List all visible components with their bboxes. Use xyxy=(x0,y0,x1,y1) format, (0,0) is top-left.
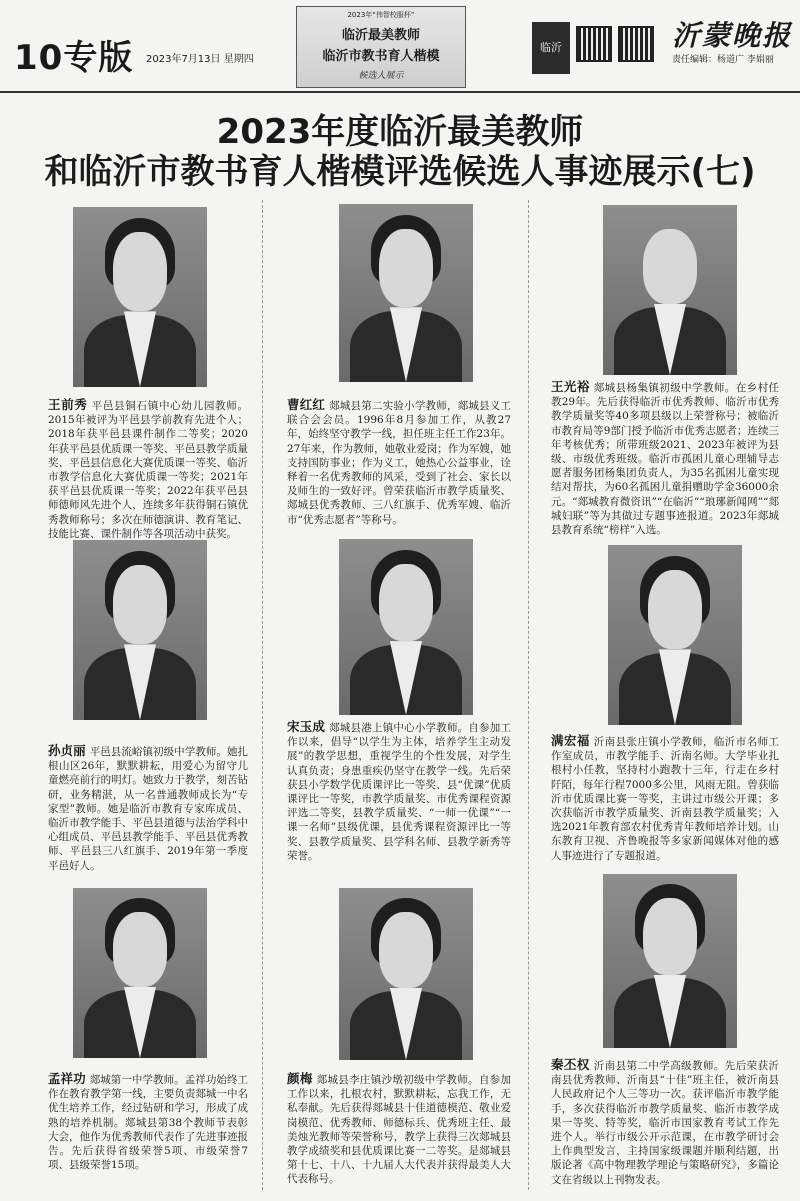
portrait-photo xyxy=(73,207,207,387)
portrait-photo xyxy=(603,205,737,375)
banner-line-3: 候选人展示 xyxy=(358,71,404,81)
candidate-bio xyxy=(287,398,511,527)
candidate-text: 郯城县港上镇中心小学教师。自参加工作以来，倡导“以学生为主体，培养学生主动发展”的教学思想，重视学生的个性发展，对学生认真负责；身患重疾仍坚守在教学一线。先后荣获县小学数学优质课评比一等奖、县“优课”优质课评比一等奖，市教学质量奖、市优秀课程资源评选二等奖，县教学质量奖、“一师一优课”“一课一名师”县级优课，县优秀课程资源评比一等奖、县教学质量奖、县学科名师、县教学新秀等荣誉。 xyxy=(287,722,511,862)
header-rule xyxy=(0,91,800,93)
candidate-name: 满宏福 xyxy=(551,733,590,748)
portrait-photo xyxy=(603,874,737,1048)
qr-code-icon xyxy=(618,26,654,62)
portrait-photo xyxy=(339,204,473,382)
column-divider xyxy=(528,200,529,1190)
candidate-text: 沂南县张庄镇小学教师，临沂市名师工作室成员，市教学能手、沂南名师。大学毕业扎根村小任教，坚持村小跑教十三年，行走在乡村阡陌，每年行程7000多公里，风雨无阻。曾获临沂市优质课比赛一等奖，主讲过市级公开课；多次获临沂市教学质量奖、沂南县教学质量奖；入选2021年教育部农村优秀青年教师培养计划。山东教育卫视、齐鲁晚报等多家新闻媒体对他的感人事迹进行了专题报道。 xyxy=(551,736,779,862)
candidate-bio xyxy=(551,734,779,863)
candidate-bio xyxy=(551,1058,779,1187)
candidate-name: 孟祥功 xyxy=(48,1071,86,1086)
candidate-name: 王光裕 xyxy=(551,379,590,394)
portrait-photo xyxy=(608,545,742,725)
portrait-photo xyxy=(339,539,473,715)
candidate-name: 宋玉成 xyxy=(287,719,326,734)
banner-line-2: 临沂市教书育人楷模 xyxy=(322,49,440,64)
portrait-photo xyxy=(73,540,207,720)
page-number: 10专版 xyxy=(14,38,134,78)
candidate-name: 秦丕权 xyxy=(551,1057,590,1072)
candidate-bio xyxy=(551,380,779,537)
candidate-name: 孙贞丽 xyxy=(48,743,86,758)
linyi-logo: 临沂 xyxy=(532,22,570,74)
page-header xyxy=(0,0,800,92)
qr-code-icon xyxy=(576,26,612,62)
candidate-text: 郯城县第二实验小学教师，郯城县义工联合会会员。1996年8月参加工作，从教27年，始终坚守教学一线，担任班主任工作23年。27年来，作为教师，她敬业爱岗；作为军嫂，她支持国防事业；作为义工，她热心公益事业，诠释着一名优秀教师的风采，受到了社会、家长以及师生的一致好评。曾荣获临沂市教学质量奖、郯城县优秀教师、三八红旗手、优秀军嫂、临沂市“优秀志愿者”等称号。 xyxy=(287,400,511,526)
candidate-text: 郯城县杨集镇初级中学教师。在乡村任教29年。先后获得临沂市优秀教师、临沂市优秀教学质量奖等40多项县级以上荣誉称号；被临沂市教育局等9部门授予临沂市优秀志愿者；连续三年考核优秀；所带班级2021、2023年被评为县级、市级优秀班级。临沂市孤困儿童心理辅导志愿者服务团杨集团负责人，为35名孤困儿童实现结对帮扶，为60名孤困儿童捐赠助学金36000余元。“郯城教育微资讯”“在临沂”“琅琊新闻网”“郯城妇联”等为其做过专题事迹报道。2023年郯城县教育系统“榜样”入选。 xyxy=(551,382,779,537)
candidate-name: 颜梅 xyxy=(287,1071,313,1086)
page-title-line-1: 2023年度临沂最美教师 xyxy=(216,112,584,152)
page-title-line-2: 和临沂市教书育人楷模评选候选人事迹展示(七) xyxy=(44,152,756,192)
newspaper-masthead: 沂蒙晚报 xyxy=(672,19,793,52)
issue-date: 2023年7月13日 星期四 xyxy=(146,54,254,65)
candidate-text: 郯城第一中学教师。孟祥功始终工作在教育教学第一线，主要负责郯城一中名优生培养工作，经过钻研和学习，形成了成熟的培养机制。郯城县第38个教师节表彰大会，他作为优秀教师代表作了先进事迹报告。先后获得省级荣誉5项、市级荣誉7项、县级荣誉15项。 xyxy=(48,1074,248,1172)
candidate-bio xyxy=(287,720,511,863)
banner-sponsor: 2023年“伟智校服杯” xyxy=(347,11,415,19)
portrait-photo xyxy=(339,888,473,1060)
candidate-bio xyxy=(48,744,248,873)
candidate-bio xyxy=(287,1072,511,1187)
column-divider xyxy=(262,200,263,1190)
campaign-banner xyxy=(296,6,466,88)
candidate-text: 沂南县第二中学高级教师。先后荣获沂南县优秀教师、沂南县“十佳”班主任，被沂南县人民政府记个人三等功一次。获评临沂市教学能手，多次获得临沂市教学质量奖、临沂市教学成果一等奖、特等奖，临沂市国家教育考试工作先进个人。举行市级公开示范课，在市教学研讨会上作典型发言，主持国家级课题并顺利结题，出版论著《高中物理教学理论与策略研究》，多篇论文在省级以上刊物发表。 xyxy=(551,1060,779,1186)
editor-credit: 责任编辑：杨道广 李娟丽 xyxy=(672,55,774,65)
candidate-bio xyxy=(48,398,248,541)
candidate-bio xyxy=(48,1072,248,1172)
candidate-name: 曹红红 xyxy=(287,397,326,412)
candidate-text: 郯城县李庄镇沙墩初级中学教师。自参加工作以来，扎根农村，默默耕耘，忘我工作，无私奉献。先后获得郯城县十佳道德模范、敬业爱岗模范、优秀教师、师德标兵、优秀班主任、最美烛光教师等荣誉称号，教学上获得三次郯城县教学成绩奖和县优质课比赛一二等奖。是郯城县第十七、十八、十九届人大代表并获得最美人大代表称号。 xyxy=(287,1074,511,1186)
portrait-photo xyxy=(73,888,207,1058)
candidate-text: 平邑县流峪镇初级中学教师。她扎根山区26年，默默耕耘，用爱心为留守儿童燃亮前行的明灯。她致力于教学，刻苦钻研，业务精湛，从一名普通教师成长为“专家型”教师。她是临沂市教育专家库成员、临沂市教学能手、平邑县道德与法治学科中心组成员、平邑县教学能手、平邑县优秀教师、平邑县三八红旗手、2019年第一季度平邑好人。 xyxy=(48,746,248,872)
banner-line-1: 临沂最美教师 xyxy=(341,28,420,43)
candidate-text: 平邑县铜石镇中心幼儿园教师。2015年被评为平邑县学前教育先进个人；2018年获平邑县课件制作二等奖；2020年获平邑县优质课一等奖、平邑县教学质量奖、平邑县信息化大赛优质课一等奖、临沂市教学信息化大赛优质课一等奖；2021年获平邑县优质课一等奖；2022年获平邑县师德师风先进个人，连续多年获得铜石镇优秀教师称号；多次在师德演讲、教育笔记、技能比赛、课件制作等各项活动中获奖。 xyxy=(48,400,248,540)
candidate-name: 王前秀 xyxy=(48,397,88,412)
